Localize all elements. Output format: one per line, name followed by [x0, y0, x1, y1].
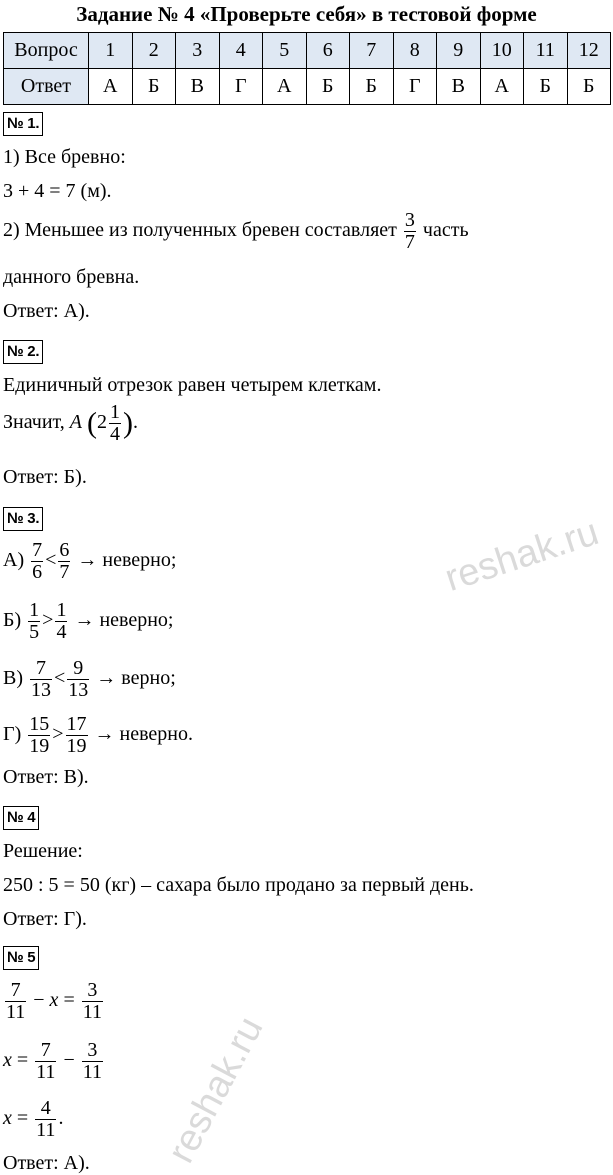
task-1-answer: Ответ: А).	[3, 300, 90, 322]
answer-row	[4, 69, 611, 105]
task-1-badge: № 1.	[3, 112, 43, 136]
question-cell: 4	[219, 33, 263, 69]
fraction: $\frac{9}{13}$	[68, 657, 89, 701]
answer-cell: Г	[393, 69, 437, 105]
task-3-answer: Ответ: В).	[3, 766, 89, 788]
answer-cell: В	[437, 69, 481, 105]
task-1-step-2	[3, 210, 469, 253]
watermark: reshak.ru	[160, 1010, 272, 1170]
question-cell: 6	[306, 33, 350, 69]
task-2-line-1: Единичный отрезок равен четырем клеткам.	[3, 374, 382, 396]
task-5-answer: Ответ: А).	[3, 1152, 90, 1174]
answer-cell: Б	[306, 69, 350, 105]
task-1-step-1: 1) Все бревно:	[3, 146, 126, 168]
task-4-line-2: 250 : 5 = 50 (кг) – сахара было продано за первый день.	[3, 874, 474, 896]
answer-cell: А	[480, 69, 524, 105]
point-label: A	[69, 411, 83, 434]
task-4-badge: № 4	[3, 806, 39, 830]
mixed-whole: 2	[97, 411, 108, 434]
fraction: $\frac{1}{4}$	[110, 401, 121, 445]
answer-cell: В	[176, 69, 220, 105]
comparison-item: Г) $\frac{15}{19}$ > $\frac{17}{19}$ → неверно.	[3, 713, 194, 757]
answer-row-label: Ответ	[4, 69, 89, 105]
task-2-badge: № 2.	[3, 340, 43, 364]
question-cell: 11	[524, 33, 568, 69]
question-cell: 1	[89, 33, 133, 69]
task-5-eq-3: x = $\frac{4}{11}$ .	[3, 1097, 64, 1141]
task-1-step-2-text: 2) Меньшее из полученных бревен составляет	[3, 219, 397, 242]
comparison-item: Б) $\frac{1}{5}$ > $\frac{1}{4}$ → неверно;	[3, 599, 174, 643]
comparison-item: В) $\frac{7}{13}$ < $\frac{9}{13}$ → верно;	[3, 657, 176, 701]
fraction: $\frac{7}{11}$	[36, 1039, 56, 1083]
answer-cell: Б	[524, 69, 568, 105]
question-cell: 5	[263, 33, 307, 69]
task-5-badge: № 5	[3, 946, 39, 970]
watermark: reshak.ru	[440, 511, 604, 600]
task-2-line-2-text: Значит,	[3, 411, 65, 434]
fraction: $\frac{7}{13}$	[31, 657, 51, 701]
fraction: $\frac{7}{6}$	[32, 539, 43, 583]
question-cell: 10	[480, 33, 524, 69]
answer-table	[3, 32, 611, 105]
answer-cell: А	[89, 69, 133, 105]
task-1-sum: 3 + 4 = 7 (м).	[3, 180, 112, 202]
fraction: $\frac{6}{7}$	[59, 539, 70, 583]
fraction: $\frac{1}{4}$	[56, 599, 67, 643]
question-cell: 2	[132, 33, 176, 69]
answer-cell: Г	[219, 69, 263, 105]
question-cell: 12	[567, 33, 611, 69]
answer-cell: Б	[350, 69, 394, 105]
answer-cell: А	[263, 69, 307, 105]
question-row-label: Вопрос	[4, 33, 89, 69]
question-cell: 7	[350, 33, 394, 69]
task-4-answer: Ответ: Г).	[3, 908, 87, 930]
page-title: Задание № 4 «Проверьте себя» в тестовой форме	[76, 2, 537, 26]
fraction: $\frac{3}{11}$	[82, 979, 102, 1023]
fraction: $\frac{15}{19}$	[29, 713, 50, 757]
task-5-eq-2: x = $\frac{7}{11}$ − $\frac{3}{11}$	[3, 1039, 102, 1083]
fraction: $\frac{3}{11}$	[82, 1039, 102, 1083]
question-cell: 9	[437, 33, 481, 69]
comparison-item: А) $\frac{7}{6}$ < $\frac{6}{7}$ → неверно;	[3, 539, 177, 583]
question-cell: 8	[393, 33, 437, 69]
task-2-answer: Ответ: Б).	[3, 466, 87, 488]
task-5-eq-1: $\frac{7}{11}$ − x = $\frac{3}{11}$	[6, 979, 102, 1023]
task-4-line-1: Решение:	[3, 840, 83, 862]
task-1-step-2-cont: данного бревна.	[3, 266, 140, 288]
fraction: $\frac{1}{5}$	[29, 599, 40, 643]
fraction: $\frac{3}{7}$	[404, 209, 415, 253]
task-1-step-2-tail: часть	[422, 219, 469, 242]
task-2-line-2: Значит, A (2 $\frac{1}{4}$ ).	[3, 401, 139, 445]
answer-cell: Б	[132, 69, 176, 105]
task-3-badge: № 3.	[3, 507, 43, 531]
question-row	[4, 33, 611, 69]
fraction: $\frac{7}{11}$	[6, 979, 26, 1023]
answer-cell: Б	[567, 69, 611, 105]
fraction: $\frac{17}{19}$	[66, 713, 87, 757]
fraction: $\frac{4}{11}$	[36, 1097, 56, 1141]
question-cell: 3	[176, 33, 220, 69]
